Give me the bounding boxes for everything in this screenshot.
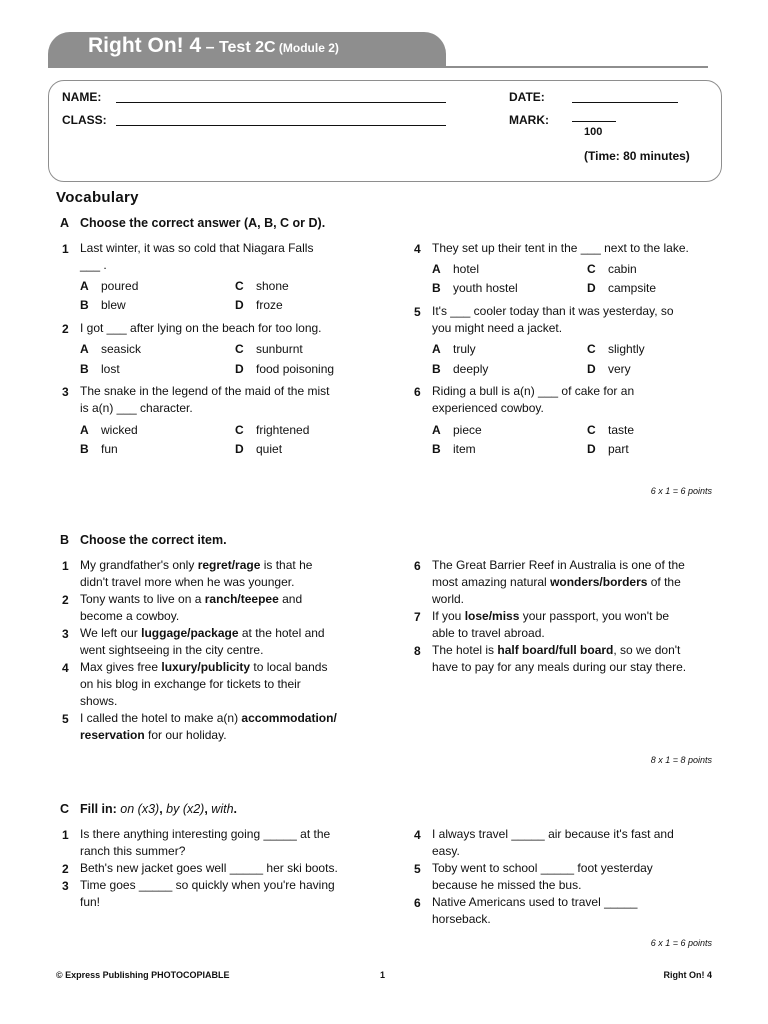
text-run: Tony wants to live on a bbox=[80, 592, 205, 606]
option-label: C bbox=[587, 423, 596, 437]
option-text[interactable]: poured bbox=[101, 279, 139, 293]
mark-field[interactable] bbox=[572, 121, 616, 122]
option-text[interactable]: wicked bbox=[101, 423, 138, 437]
question-number: 3 bbox=[62, 879, 69, 893]
exercise-b-heading bbox=[60, 533, 227, 547]
question-text bbox=[80, 591, 380, 625]
text-run: for our holiday. bbox=[144, 728, 227, 742]
choice-option[interactable]: wonders/borders bbox=[550, 575, 648, 589]
exercise-letter: A bbox=[60, 216, 70, 230]
option-text[interactable]: slightly bbox=[608, 342, 645, 356]
question-text bbox=[432, 557, 732, 608]
date-label: DATE: bbox=[509, 90, 545, 104]
question-text: Beth's new jacket goes well _____ her ski boots. bbox=[80, 861, 338, 875]
word-bank-item: on (x3) bbox=[120, 802, 160, 816]
text-run: My grandfather's only bbox=[80, 558, 198, 572]
option-label: D bbox=[235, 298, 244, 312]
option-text[interactable]: piece bbox=[453, 423, 482, 437]
option-text[interactable]: campsite bbox=[608, 281, 657, 295]
question-number: 5 bbox=[414, 305, 421, 319]
mark-label: MARK: bbox=[509, 113, 549, 127]
option-label: B bbox=[80, 362, 89, 376]
question-line: It's ___ cooler today than it was yesterday, so bbox=[432, 304, 674, 318]
text-run: and bbox=[278, 592, 303, 606]
time-limit: (Time: 80 minutes) bbox=[584, 149, 690, 163]
text-run: We left our bbox=[80, 626, 142, 640]
exercise-instruction: Choose the correct item. bbox=[80, 533, 227, 547]
question-number: 6 bbox=[414, 896, 421, 910]
option-label: A bbox=[80, 342, 89, 356]
question-text: They set up their tent in the ___ next to the lake. bbox=[432, 241, 689, 255]
question-number: 1 bbox=[62, 828, 69, 842]
question-number: 6 bbox=[414, 559, 421, 573]
question-text bbox=[80, 877, 380, 911]
question-number: 1 bbox=[62, 559, 69, 573]
option-text[interactable]: lost bbox=[101, 362, 120, 376]
question-line: Toby went to school _____ foot yesterday bbox=[432, 861, 653, 875]
text-run: , so we don't bbox=[613, 643, 681, 657]
question-number: 4 bbox=[414, 242, 421, 256]
question-line: have to pay for any meals during our stay there. bbox=[432, 660, 687, 674]
option-label: D bbox=[587, 281, 596, 295]
choice-option[interactable]: luxury/publicity bbox=[161, 660, 251, 674]
question-text bbox=[432, 608, 732, 642]
option-text[interactable]: shone bbox=[256, 279, 289, 293]
question-line: Time goes _____ so quickly when you're having bbox=[80, 878, 335, 892]
question-line: fun! bbox=[80, 895, 101, 909]
question-text bbox=[432, 894, 732, 928]
choice-option[interactable]: lose/miss bbox=[464, 609, 520, 623]
question-number: 5 bbox=[62, 712, 69, 726]
question-number: 7 bbox=[414, 610, 421, 624]
question-text bbox=[432, 860, 732, 894]
option-text[interactable]: very bbox=[608, 362, 631, 376]
question-text bbox=[432, 303, 732, 337]
text-run: I called the hotel to make a(n) bbox=[80, 711, 242, 725]
class-label: CLASS: bbox=[62, 113, 107, 127]
footer-book-title: Right On! 4 bbox=[663, 970, 712, 980]
separator: , bbox=[159, 802, 167, 816]
option-label: A bbox=[432, 262, 441, 276]
question-number: 2 bbox=[62, 593, 69, 607]
question-text bbox=[80, 240, 380, 274]
choice-option[interactable]: reservation bbox=[80, 728, 145, 742]
option-label: A bbox=[80, 423, 89, 437]
option-label: C bbox=[235, 342, 244, 356]
mark-total: 100 bbox=[584, 126, 603, 138]
question-line: ___ . bbox=[80, 258, 107, 272]
class-field[interactable] bbox=[116, 125, 446, 126]
text-run: to local bands bbox=[250, 660, 328, 674]
text-run: of the bbox=[647, 575, 681, 589]
option-label: D bbox=[587, 442, 596, 456]
question-number: 2 bbox=[62, 862, 69, 876]
question-line: shows. bbox=[80, 694, 118, 708]
text-run: If you bbox=[432, 609, 465, 623]
option-text[interactable]: hotel bbox=[453, 262, 480, 276]
exercise-letter: B bbox=[60, 533, 70, 547]
option-label: C bbox=[235, 279, 244, 293]
option-text[interactable]: cabin bbox=[608, 262, 637, 276]
question-line: Native Americans used to travel _____ bbox=[432, 895, 638, 909]
option-text[interactable]: seasick bbox=[101, 342, 142, 356]
option-text[interactable]: taste bbox=[608, 423, 635, 437]
exercise-c-heading bbox=[60, 802, 237, 816]
question-line: ranch this summer? bbox=[80, 844, 186, 858]
question-number: 3 bbox=[62, 627, 69, 641]
question-text bbox=[432, 383, 732, 417]
question-line: didn't travel more when he was younger. bbox=[80, 575, 295, 589]
text-run: your passport, you won't be bbox=[519, 609, 670, 623]
option-label: B bbox=[432, 442, 441, 456]
option-text[interactable]: frightened bbox=[256, 423, 310, 437]
separator: , bbox=[204, 802, 212, 816]
option-label: C bbox=[587, 262, 596, 276]
footer-copyright: © Express Publishing PHOTOCOPIABLE bbox=[56, 970, 230, 980]
option-text[interactable]: blew bbox=[101, 298, 126, 312]
question-number: 4 bbox=[62, 661, 69, 675]
question-line: you might need a jacket. bbox=[432, 321, 563, 335]
title-main: Right On! 4 bbox=[88, 34, 202, 57]
option-label: B bbox=[80, 442, 89, 456]
text-run: Max gives free bbox=[80, 660, 162, 674]
question-number: 2 bbox=[62, 322, 69, 336]
text-run: most amazing natural bbox=[432, 575, 551, 589]
header-rule bbox=[48, 66, 708, 68]
question-number: 1 bbox=[62, 242, 69, 256]
option-text[interactable]: fun bbox=[101, 442, 118, 456]
question-number: 3 bbox=[62, 385, 69, 399]
option-text[interactable]: item bbox=[453, 442, 476, 456]
title-test: – Test 2C bbox=[201, 39, 276, 56]
question-line: Is there anything interesting going _____ at the bbox=[80, 827, 331, 841]
choice-option[interactable]: half board/full board bbox=[497, 643, 614, 657]
question-line: horseback. bbox=[432, 912, 491, 926]
question-line: because he missed the bus. bbox=[432, 878, 582, 892]
text-run: The hotel is bbox=[432, 643, 498, 657]
exercise-instruction: Choose the correct answer (A, B, C or D). bbox=[80, 216, 326, 230]
question-line: easy. bbox=[432, 844, 460, 858]
question-number: 5 bbox=[414, 862, 421, 876]
question-text bbox=[80, 710, 380, 744]
question-number: 4 bbox=[414, 828, 421, 842]
option-label: D bbox=[235, 362, 244, 376]
exercise-instruction: Fill in: bbox=[80, 802, 121, 816]
question-line: able to travel abroad. bbox=[432, 626, 545, 640]
question-text bbox=[80, 625, 380, 659]
question-text bbox=[80, 557, 380, 591]
question-line: world. bbox=[432, 592, 465, 606]
date-field[interactable] bbox=[572, 102, 678, 103]
question-line: on his blog in exchange for tickets to their bbox=[80, 677, 301, 691]
option-label: A bbox=[432, 342, 441, 356]
option-text[interactable]: youth hostel bbox=[453, 281, 518, 295]
score-note: 6 x 1 = 6 points bbox=[650, 486, 712, 496]
page-number: 1 bbox=[380, 970, 386, 980]
word-bank-item: with bbox=[211, 802, 234, 816]
text-run: at the hotel and bbox=[238, 626, 325, 640]
score-note: 6 x 1 = 6 points bbox=[650, 938, 712, 948]
option-label: D bbox=[587, 362, 596, 376]
option-label: D bbox=[235, 442, 244, 456]
text-run: is that he bbox=[260, 558, 313, 572]
question-line: experienced cowboy. bbox=[432, 401, 544, 415]
question-text bbox=[80, 659, 380, 710]
question-line: Riding a bull is a(n) ___ of cake for an bbox=[432, 384, 635, 398]
option-text[interactable]: quiet bbox=[256, 442, 283, 456]
question-number: 8 bbox=[414, 644, 421, 658]
option-label: C bbox=[235, 423, 244, 437]
word-bank-item: by (x2) bbox=[166, 802, 205, 816]
question-text bbox=[80, 826, 380, 860]
choice-option[interactable]: regret/rage bbox=[197, 558, 261, 572]
question-line: went sightseeing in the city centre. bbox=[80, 643, 264, 657]
option-text[interactable]: part bbox=[608, 442, 629, 456]
question-line: The Great Barrier Reef in Australia is one of the bbox=[432, 558, 685, 572]
option-text[interactable]: froze bbox=[256, 298, 283, 312]
option-label: C bbox=[587, 342, 596, 356]
page-title bbox=[88, 34, 339, 58]
option-text[interactable]: food poisoning bbox=[256, 362, 335, 376]
choice-option[interactable]: ranch/teepee bbox=[204, 592, 279, 606]
separator: . bbox=[233, 802, 238, 816]
exercise-a-heading bbox=[60, 216, 325, 230]
choice-option[interactable]: accommodation/ bbox=[241, 711, 337, 725]
score-note: 8 x 1 = 8 points bbox=[650, 755, 712, 765]
name-label: NAME: bbox=[62, 90, 102, 104]
option-label: B bbox=[432, 281, 441, 295]
option-text[interactable]: truly bbox=[453, 342, 476, 356]
question-line: The snake in the legend of the maid of the mist bbox=[80, 384, 330, 398]
question-line: is a(n) ___ character. bbox=[80, 401, 193, 415]
question-line: become a cowboy. bbox=[80, 609, 180, 623]
question-text: I got ___ after lying on the beach for too long. bbox=[80, 321, 322, 335]
question-text bbox=[432, 826, 732, 860]
title-module: (Module 2) bbox=[275, 41, 339, 55]
question-text bbox=[80, 383, 380, 417]
question-number: 6 bbox=[414, 385, 421, 399]
option-label: B bbox=[80, 298, 89, 312]
exercise-letter: C bbox=[60, 802, 70, 816]
choice-option[interactable]: luggage/package bbox=[141, 626, 239, 640]
question-line: Last winter, it was so cold that Niagara Falls bbox=[80, 241, 314, 255]
option-text[interactable]: sunburnt bbox=[256, 342, 303, 356]
option-label: A bbox=[432, 423, 441, 437]
question-text bbox=[432, 642, 732, 676]
option-label: B bbox=[432, 362, 441, 376]
option-label: A bbox=[80, 279, 89, 293]
option-text[interactable]: deeply bbox=[453, 362, 489, 376]
section-title: Vocabulary bbox=[56, 189, 139, 206]
name-field[interactable] bbox=[116, 102, 446, 103]
question-line: I always travel _____ air because it's fast and bbox=[432, 827, 674, 841]
student-info-box bbox=[48, 80, 722, 182]
